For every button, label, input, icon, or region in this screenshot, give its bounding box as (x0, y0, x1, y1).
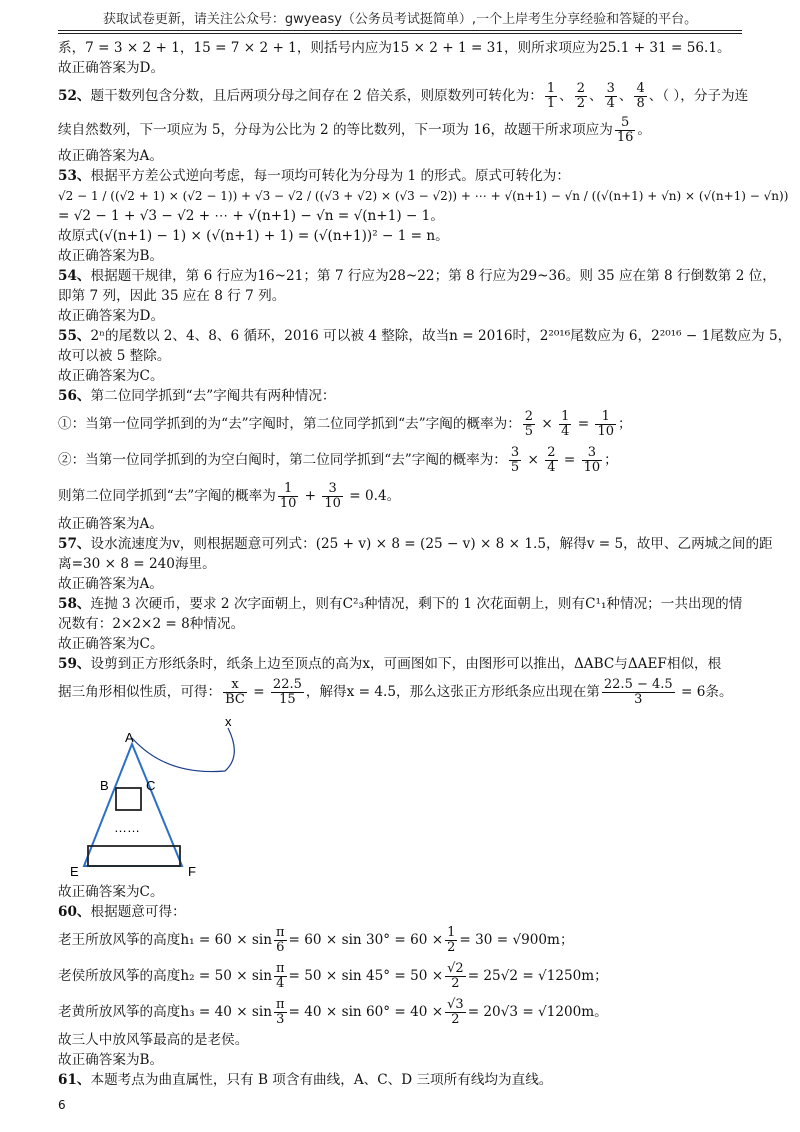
fraction: $\frac{3}{10}$ (324, 481, 341, 511)
text: 。 (718, 684, 733, 700)
text: 续自然数列，下一项应为 5，分母为公比为 2 的等比数列，下一项为 16，故题干所求项应为 (58, 122, 613, 138)
answer-line: 故正确答案为D。 (58, 60, 165, 76)
fraction: $\frac{1}{10}$ (597, 409, 614, 439)
fraction: $\frac{1}{4}$ (561, 409, 570, 439)
formula-line: √2 − 1 / ((√2 + 1) × (√2 − 1)) + √3 − √2 / ((√3 + √2) × (√3 − √2)) + ⋯ + √(n+1) − √n / ((√(n+1) + √n) × (√(n+1) − √n)) (58, 189, 789, 203)
text: 据三角形相似性质，可得： (58, 684, 222, 700)
header-rule-thin (58, 33, 742, 34)
formula-line: = √2 − 1 + √3 − √2 + ⋯ + √(n+1) − √n = √(n+1) − 1。 (58, 208, 444, 224)
case-2-line: ②：当第一位同学抓到的为空白阄时，第二位同学抓到“去”字阄的概率为： $\frac{3}{5}$ × $\frac{2}{4}$ = $\frac{3}{10}$ ； (58, 445, 618, 475)
question-number: 60、 (58, 904, 91, 920)
fraction: $\frac{3}{4}$ (606, 81, 615, 111)
text-line: 系，7 = 3 × 2 + 1，15 = 7 × 2 + 1，则括号内应为15 × 2 + 1 = 31，则所求项应为25.1 + 31 = 56.1。 (58, 40, 731, 56)
label-x: x (225, 716, 232, 729)
fraction: $\frac{3}{10}$ (583, 445, 601, 475)
text: 本题考点为曲直属性，只有 B 项含有曲线，A、C、D 三项所有线均为直线。 (90, 1072, 553, 1088)
text: 题干数列包含分数，且后两项分母之间存在 2 倍关系，则原数列可转化为： (90, 88, 543, 104)
header-text: 获取试卷更新，请关注公众号：gwyeasy（公务员考试挺简单）,一个上岸考生分享经验和答疑的平台。 (102, 12, 698, 27)
question-59-line-2: 据三角形相似性质，可得： $\frac{x}{BC}$ = $\frac{22.5}{15}$ ，解得x = 4.5，那么这张正方形纸条应出现在第 $\frac{22.5 - 4.5}{3}$ = 6条。 (58, 677, 733, 707)
text: = 20√3 = √1200m。 (467, 1004, 608, 1020)
question-55-line-1 (58, 326, 792, 346)
fraction: $\frac{2}{5}$ (524, 409, 534, 439)
answer-line: 故正确答案为A。 (58, 148, 163, 164)
label-f: F (188, 864, 196, 878)
label-c: C (146, 778, 156, 793)
label-b: B (100, 778, 109, 793)
answer-line: 故正确答案为D。 (58, 308, 165, 324)
fraction: $\frac{2}{2}$ (576, 81, 585, 111)
text-line: 故三人中放风筝最高的是老侯。 (58, 1032, 249, 1048)
triangle-outline (84, 744, 182, 866)
text: 则第二位同学抓到“去”字阄的概率为 (58, 488, 276, 504)
label-e: E (70, 864, 79, 878)
fraction: $\frac{√3}{2}$ (447, 997, 464, 1027)
question-number: 53、 (58, 168, 91, 184)
question-number: 58、 (58, 596, 91, 612)
fraction: $\frac{4}{8}$ (636, 81, 645, 111)
text: ①：当第一位同学抓到的为“去”字阄时，第二位同学抓到“去”字阄的概率为： (58, 416, 521, 432)
small-square (116, 788, 141, 810)
question-61-line-1 (58, 1070, 748, 1090)
question-number: 52、 (58, 88, 91, 104)
fraction: $\frac{1}{1}$ (546, 81, 556, 111)
kite-line-2 (58, 958, 748, 994)
answer-line: 故正确答案为B。 (58, 1052, 164, 1068)
text: = 6条 (681, 684, 719, 700)
fraction: $\frac{√2}{2}$ (447, 961, 464, 991)
text: = 60 × sin 30° = 60 × (288, 932, 444, 948)
fraction: $\frac{1}{10}$ (279, 481, 297, 511)
question-56-line-1 (58, 386, 748, 406)
answer-line: 故正确答案为C。 (58, 884, 164, 900)
question-53-line-1 (58, 166, 748, 186)
triangle-figure (70, 716, 270, 878)
answer-line: 故正确答案为B。 (58, 248, 164, 264)
text: 、 (588, 88, 603, 104)
question-number: 54、 (58, 268, 91, 284)
text: 、 (618, 88, 633, 104)
fraction: $\frac{5}{16}$ (616, 115, 634, 145)
kite-line-1 (58, 922, 748, 958)
kite-line-3 (58, 994, 748, 1030)
text: ②：当第一位同学抓到的为空白阄时，第二位同学抓到“去”字阄的概率为： (58, 452, 507, 468)
question-number: 57、 (58, 536, 91, 552)
fraction: $\frac{\pi}{3}$ (276, 997, 285, 1027)
text-line: 离=30 × 8 = 240海里。 (58, 556, 216, 572)
question-57-line-1 (58, 534, 773, 554)
question-54-line-1 (58, 266, 776, 286)
page-number: 6 (58, 1098, 66, 1112)
label-dots: …… (114, 820, 140, 835)
answer-line: 故正确答案为A。 (58, 576, 163, 592)
text: = 30 = √900m； (459, 932, 574, 948)
fraction: $\frac{\pi}{4}$ (276, 961, 285, 991)
fraction: $\frac{3}{5}$ (510, 445, 520, 475)
text: 、 (559, 88, 573, 104)
question-52-line-2 (58, 114, 748, 146)
label-a: A (125, 730, 134, 745)
question-number: 61、 (58, 1072, 91, 1088)
question-number: 59、 (58, 656, 91, 672)
text-line: 况数有：2×2×2 = 8种情况。 (58, 616, 245, 632)
fraction: $\frac{22.5}{15}$ (272, 677, 302, 707)
fraction: $\frac{x}{BC}$ (225, 677, 245, 707)
answer-line: 故正确答案为C。 (58, 636, 164, 652)
question-60-line-1 (58, 902, 748, 922)
case-1-line: ①：当第一位同学抓到的为“去”字阄时，第二位同学抓到“去”字阄的概率为： $\frac{2}{5}$ × $\frac{1}{4}$ = $\frac{1}{10}$ ； (58, 409, 632, 439)
text: = 50 × sin 45° = 50 × (288, 968, 444, 984)
text: 连抛 3 次硬币，要求 2 次字面朝上，则有C²₃种情况，剩下的 1 次花面朝上，则有C¹₁种情况；一共出现的情 (90, 596, 743, 612)
text-line: 故可以被 5 整除。 (58, 348, 171, 364)
text: 老王所放风筝的高度h₁ = 60 × sin (58, 932, 272, 948)
case-sum-line: 则第二位同学抓到“去”字阄的概率为 $\frac{1}{10}$ + $\frac{3}{10}$ = 0.4。 (58, 481, 401, 511)
text: 设剪到正方形纸条时，纸条上边至顶点的高为x，可画图如下，由图形可以推出，ΔABC与ΔAEF相似，根 (90, 656, 722, 672)
text: 2ⁿ的尾数以 2、4、8、6 循环，2016 可以被 4 整除，故当n = 2016时，2²⁰¹⁶尾数应为 6，2²⁰¹⁶ − 1尾数应为 5， (90, 328, 792, 344)
formula-line: 故原式(√(n+1) − 1) × (√(n+1) + 1) = (√(n+1))² − 1 = n。 (58, 228, 449, 244)
fraction: $\frac{2}{4}$ (547, 445, 556, 475)
text: 设水流速度为v，则根据题意可列式：(25 + v) × 8 = (25 − v) × 8 × 1.5，解得v = 5，故甲、乙两城之间的距 (90, 536, 773, 552)
page-header (0, 0, 800, 34)
text: 根据题干规律，第 6 行应为16~21；第 7 行应为28~22；第 8 行应为29~36。则 35 应在第 8 行倒数第 2 位， (90, 268, 776, 284)
text-line: 即第 7 列，因此 35 应在 8 行 7 列。 (58, 288, 286, 304)
text: ，解得x = 4.5，那么这张正方形纸条应出现在第 (305, 684, 600, 700)
text: = 40 × sin 60° = 40 × (288, 1004, 444, 1020)
text: 。 (637, 122, 651, 138)
body-text-lower (58, 882, 748, 1090)
fraction: $\frac{\pi}{6}$ (276, 925, 285, 955)
text: = 0.4 (349, 488, 387, 504)
text: 根据平方差公式逆向考虑，每一项均可转化为分母为 1 的形式。原式可转化为： (90, 168, 570, 184)
answer-line: 故正确答案为A。 (58, 516, 163, 532)
large-rectangle (88, 846, 180, 866)
question-58-line-1 (58, 594, 748, 614)
answer-line: 故正确答案为C。 (58, 368, 164, 384)
text: 老侯所放风筝的高度h₂ = 50 × sin (58, 968, 272, 984)
text: 老黄所放风筝的高度h₃ = 40 × sin (58, 1004, 272, 1020)
question-number: 56、 (58, 388, 91, 404)
fraction: $\frac{22.5 - 4.5}{3}$ (603, 677, 673, 707)
question-number: 55、 (58, 328, 91, 344)
curve-line (132, 728, 234, 772)
text: 第二位同学抓到“去”字阄共有两种情况： (90, 388, 336, 404)
fraction: $\frac{1}{2}$ (447, 925, 456, 955)
header-rule (58, 30, 742, 31)
text: = 25√2 = √1250m； (467, 968, 608, 984)
question-59-line-1 (58, 654, 748, 674)
text: 、（ ），分子为连 (648, 88, 749, 104)
question-52-line-1 (58, 78, 748, 114)
body-text (58, 38, 792, 710)
text: 根据题意可得： (90, 904, 186, 920)
